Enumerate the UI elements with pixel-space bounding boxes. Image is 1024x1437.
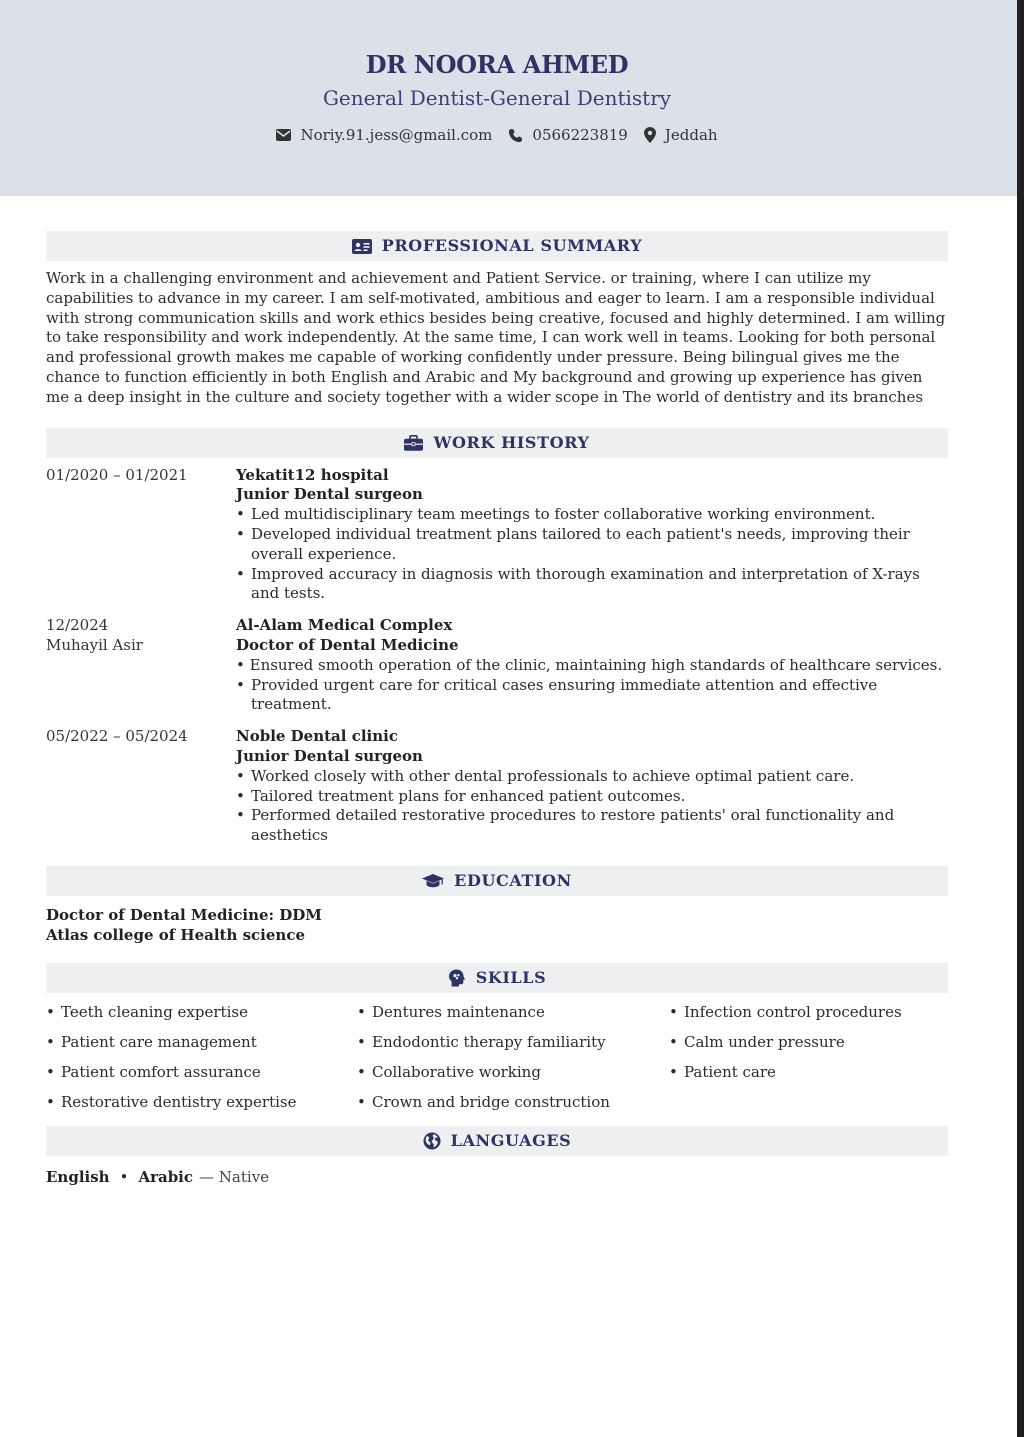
- skill-item: [669, 1063, 948, 1083]
- bullet-dot: •: [119, 1167, 129, 1186]
- page-edge: [1017, 0, 1024, 1437]
- skills-heading: [46, 963, 948, 993]
- bullet-dot: •: [357, 1032, 366, 1051]
- skill-item: [357, 1063, 669, 1083]
- skill-item: [46, 1033, 357, 1053]
- job-bullet: [236, 525, 948, 565]
- job-bullet: [236, 767, 948, 787]
- job-employer: Al-Alam Medical Complex: [236, 616, 453, 635]
- id-card-icon: [352, 239, 372, 254]
- contact-email[interactable]: [276, 126, 492, 144]
- work-heading: [46, 428, 948, 458]
- bullet-dot: •: [669, 1002, 678, 1021]
- globe-icon: [423, 1132, 441, 1150]
- job-entry: [46, 727, 948, 846]
- phone-text: 0566223819: [532, 126, 628, 144]
- bullet-dot: •: [236, 564, 245, 583]
- bullet-dot: •: [46, 1032, 55, 1051]
- skill-item: [357, 1093, 669, 1113]
- job-bullet: [236, 565, 948, 605]
- skill-item: [669, 1003, 948, 1023]
- job-employer: Noble Dental clinic: [236, 727, 398, 746]
- job-entry: [46, 616, 948, 715]
- bullet-text: Provided urgent care for critical cases ensuring immediate attention and effective treatment.: [251, 675, 878, 714]
- language-level: — Native: [199, 1167, 270, 1186]
- bullet-text: Tailored treatment plans for enhanced patient outcomes.: [251, 786, 686, 805]
- skills-title: SKILLS: [475, 967, 547, 987]
- contact-location: [644, 126, 718, 144]
- skill-item: [357, 1003, 669, 1023]
- language-english: English: [46, 1167, 110, 1186]
- job-employer: Yekatit12 hospital: [236, 465, 389, 484]
- skill-text: Dentures maintenance: [372, 1002, 545, 1021]
- bullet-dot: •: [357, 1002, 366, 1021]
- bullet-text: Led multidisciplinary team meetings to foster collaborative working environment.: [251, 505, 876, 524]
- skill-item: [669, 1033, 948, 1053]
- education-school: Atlas college of Health science: [46, 925, 305, 944]
- education-title: EDUCATION: [454, 871, 572, 891]
- bullet-dot: •: [357, 1092, 366, 1111]
- education-entry: [46, 906, 948, 946]
- job-bullet: [236, 676, 948, 716]
- bullet-dot: •: [236, 766, 245, 785]
- location-text: Jeddah: [664, 126, 718, 144]
- education-heading: [46, 866, 948, 896]
- resume-body: [46, 231, 948, 1187]
- job-title: Junior Dental surgeon: [236, 485, 423, 504]
- summary-title: PROFESSIONAL SUMMARY: [381, 236, 643, 256]
- contact-phone[interactable]: [508, 126, 627, 144]
- work-history: [46, 466, 948, 846]
- job-details: [236, 616, 948, 715]
- email-text: Noriy.91.jess@gmail.com: [300, 126, 493, 144]
- skill-text: Crown and bridge construction: [372, 1092, 610, 1111]
- skill-text: Patient care: [684, 1062, 776, 1081]
- job-title: Doctor of Dental Medicine: [236, 635, 459, 654]
- bullet-dot: •: [236, 806, 245, 825]
- contact-row: [0, 126, 994, 144]
- skill-text: Infection control procedures: [684, 1002, 902, 1021]
- skill-text: Endodontic therapy familiarity: [372, 1032, 606, 1051]
- job-dates-col: [46, 727, 236, 846]
- bullet-dot: •: [46, 1062, 55, 1081]
- job-location: Muhayil Asir: [46, 635, 143, 654]
- language-arabic: Arabic: [138, 1167, 194, 1186]
- job-dates-col: [46, 616, 236, 715]
- bullet-text: Worked closely with other dental professionals to achieve optimal patient care.: [251, 766, 855, 785]
- languages-row: [46, 1168, 948, 1188]
- education-degree: Doctor of Dental Medicine: DDM: [46, 905, 322, 924]
- brain-head-icon: [448, 969, 466, 987]
- envelope-icon: [276, 129, 291, 141]
- candidate-role: General Dentist-General Dentistry: [322, 86, 672, 110]
- bullet-text: Improved accuracy in diagnosis with thorough examination and interpretation of X-rays and tests.: [251, 564, 920, 603]
- skill-item: [46, 1003, 357, 1023]
- job-dates: 12/2024: [46, 616, 109, 635]
- job-bullet: [236, 505, 948, 525]
- job-bullet: [236, 787, 948, 807]
- skill-text: Calm under pressure: [684, 1032, 845, 1051]
- job-details: [236, 466, 948, 605]
- job-details: [236, 727, 948, 846]
- bullet-text: Performed detailed restorative procedures to restore patients' oral functionality and aesthetics: [251, 806, 895, 845]
- job-entry: [46, 466, 948, 605]
- job-dates: 05/2022 – 05/2024: [46, 727, 188, 746]
- bullet-dot: •: [669, 1032, 678, 1051]
- summary-text: Work in a challenging environment and achievement and Patient Service. or training, where I can utilize my capabilities to advance in my career. I am self-motivated, ambitious and eager to learn. I am a responsible individual with strong communication skills and work ethics besides being creative, focused and highly determined. I am willing to take responsibility and work independently. At the same time, I can work well in teams. Looking for both personal and professional growth makes me capable of working confidently under pressure. Being bilingual gives me the chance to function efficiently in both English and Arabic and My background and growing up experience has given me a deep insight in the culture and society together with a wider scope in The world of dentistry and its branches: [46, 269, 946, 406]
- candidate-name: DR NOORA AHMED: [365, 50, 629, 79]
- bullet-dot: •: [46, 1092, 55, 1111]
- skill-item: [46, 1093, 357, 1113]
- bullet-dot: •: [669, 1062, 678, 1081]
- job-title: Junior Dental surgeon: [236, 746, 423, 765]
- bullet-dot: •: [236, 505, 245, 524]
- phone-icon: [508, 128, 523, 143]
- briefcase-icon: [404, 435, 423, 451]
- skills-grid: [46, 1003, 948, 1113]
- bullet-dot: •: [46, 1002, 55, 1021]
- job-bullet: [236, 806, 948, 846]
- job-dates-col: [46, 466, 236, 605]
- map-pin-icon: [644, 127, 656, 143]
- skill-item: [46, 1063, 357, 1083]
- skill-text: Restorative dentistry expertise: [61, 1092, 297, 1111]
- skill-text: Collaborative working: [372, 1062, 541, 1081]
- resume-header: [0, 0, 1017, 196]
- job-dates: 01/2020 – 01/2021: [46, 465, 188, 484]
- bullet-dot: •: [236, 524, 245, 543]
- languages-title: LANGUAGES: [450, 1130, 572, 1150]
- bullet-dot: •: [357, 1062, 366, 1081]
- languages-heading: [46, 1126, 948, 1156]
- skill-item: [357, 1033, 669, 1053]
- job-bullet: • Ensured smooth operation of the clinic, maintaining high standards of healthcare services.: [236, 655, 943, 674]
- skill-text: Patient care management: [61, 1032, 257, 1051]
- bullet-dot: •: [236, 786, 245, 805]
- work-title: WORK HISTORY: [433, 432, 590, 452]
- graduation-cap-icon: [422, 873, 444, 889]
- bullet-text: Developed individual treatment plans tailored to each patient's needs, improving their overall experience.: [251, 524, 910, 563]
- bullet-dot: •: [236, 675, 245, 694]
- skill-text: Patient comfort assurance: [61, 1062, 261, 1081]
- skill-text: Teeth cleaning expertise: [61, 1002, 248, 1021]
- summary-heading: [46, 231, 948, 261]
